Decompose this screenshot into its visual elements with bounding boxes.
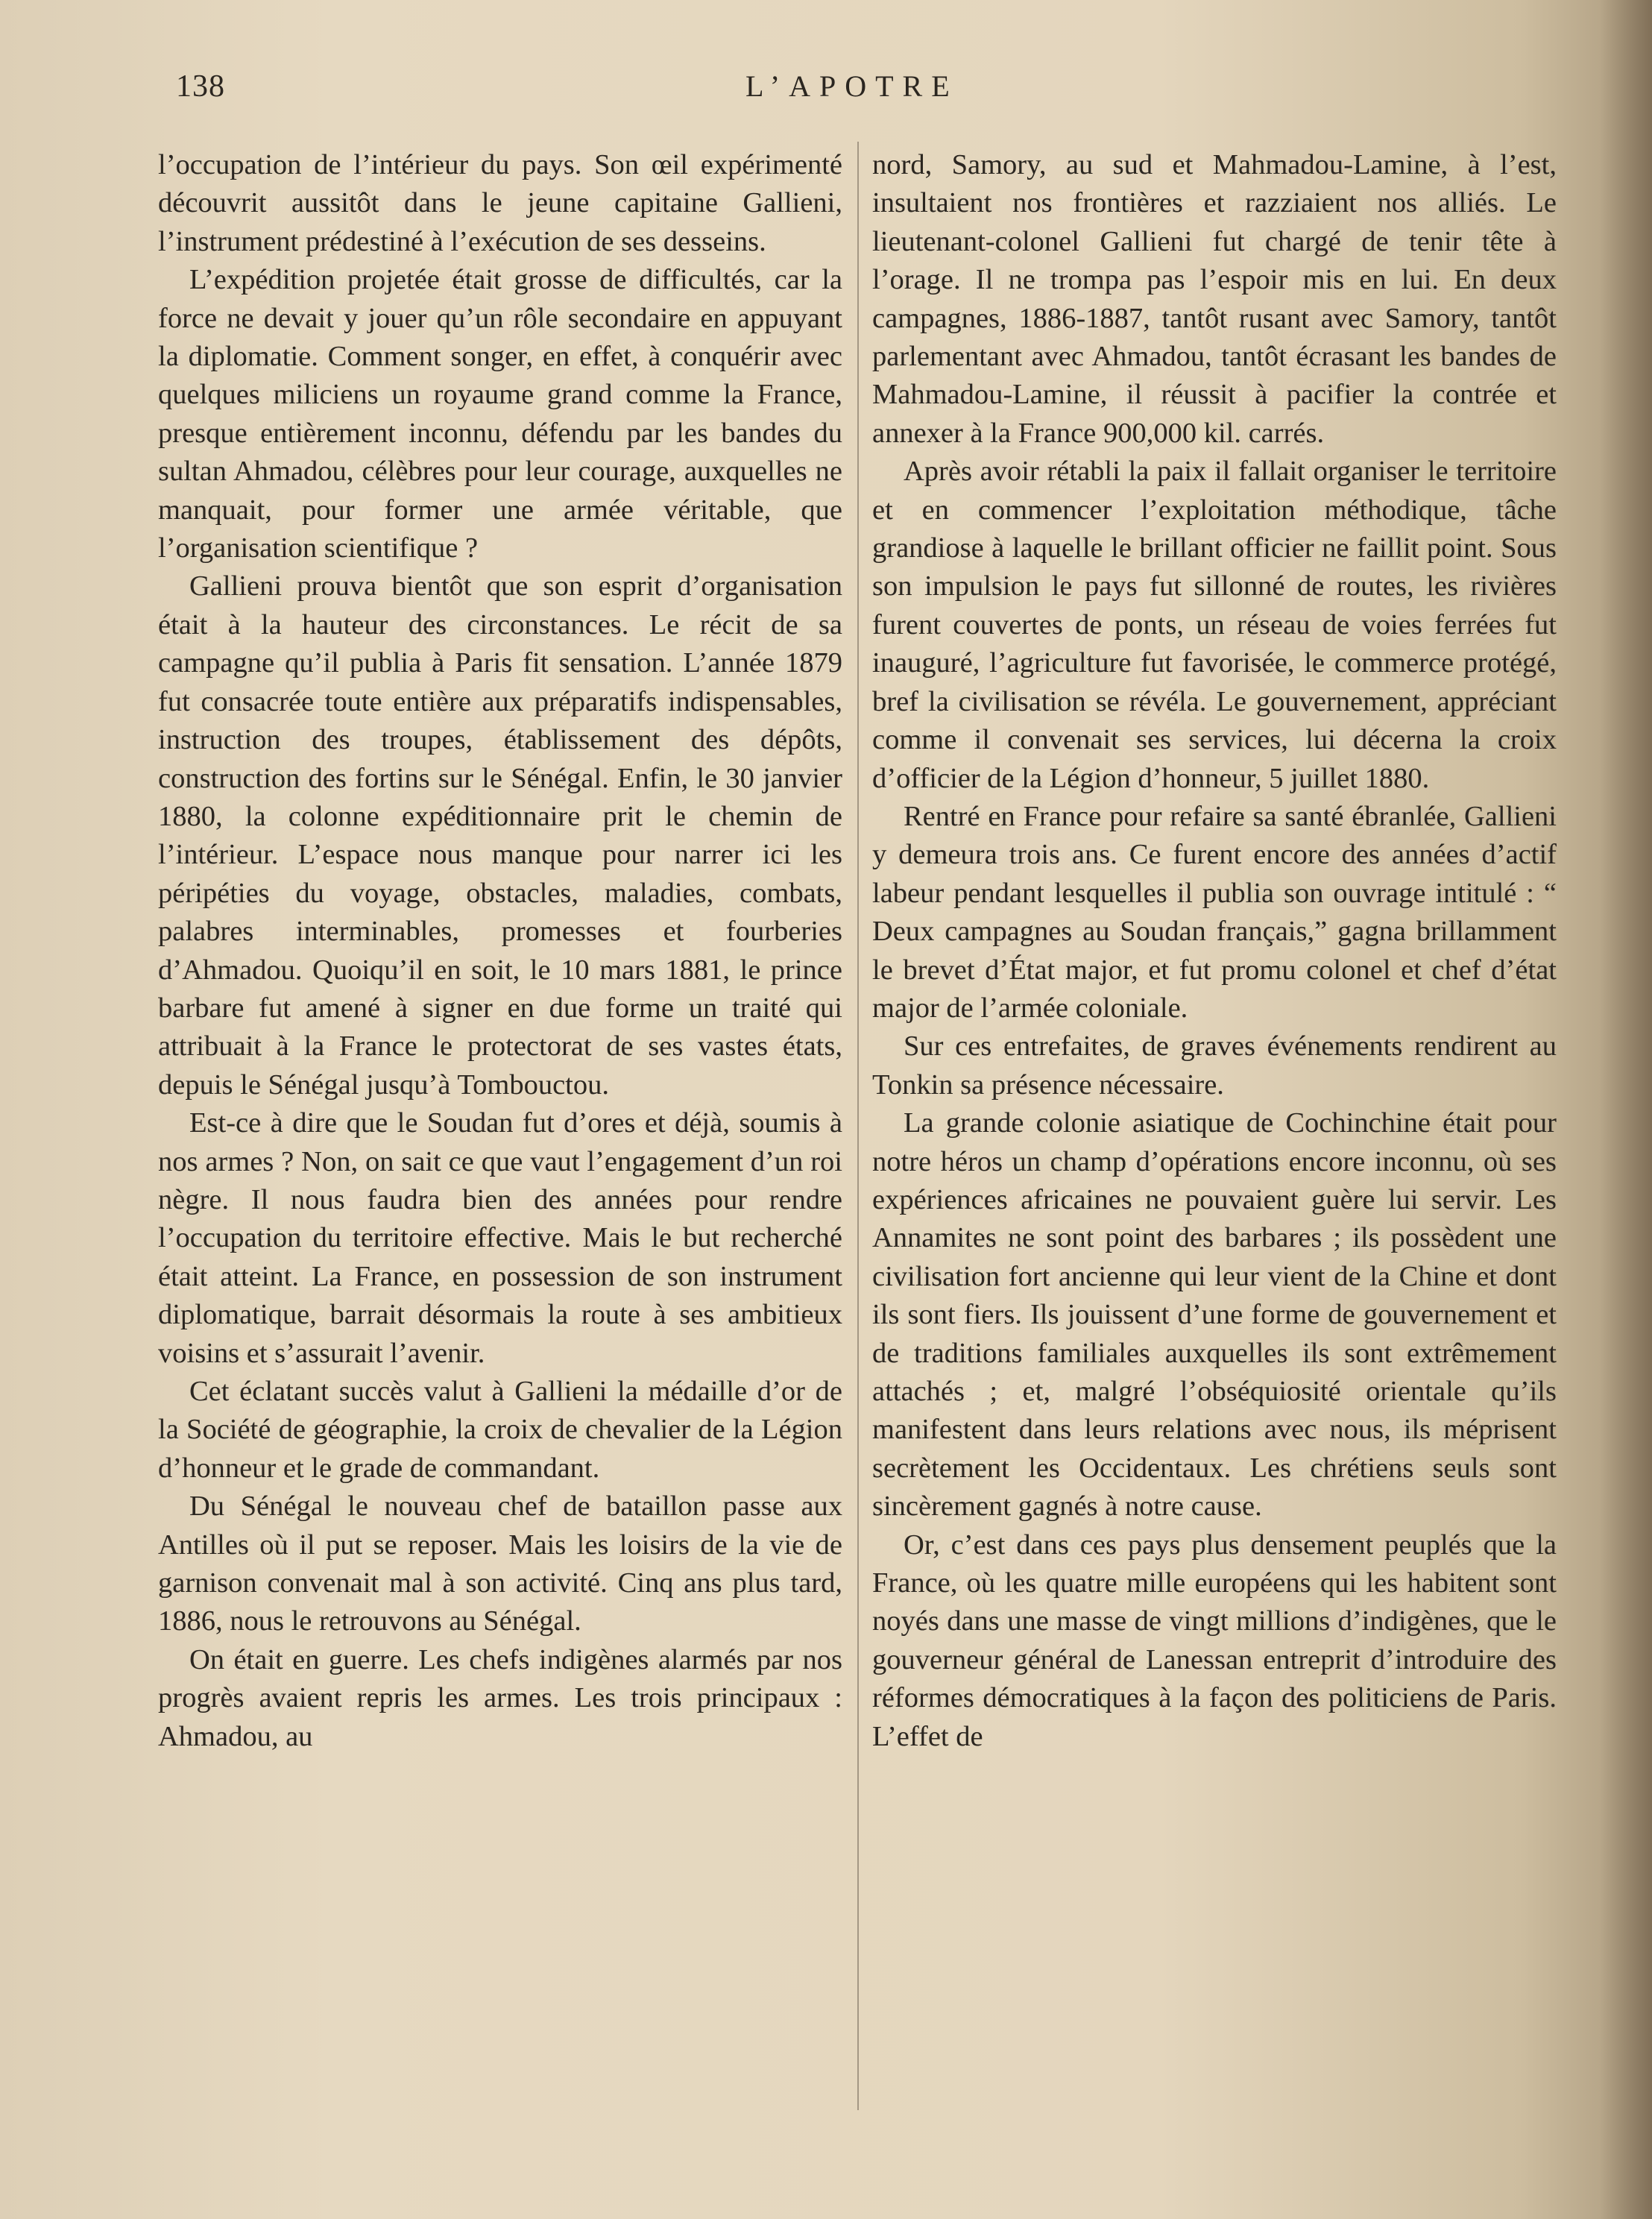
left-column bbox=[158, 146, 842, 1756]
paragraph: L’expédition projetée était grosse de difficultés, car la force ne devait y jouer qu’un rôle secondaire en appuyant la diplomatie. Comment songer, en effet, à conquérir avec quelques miliciens un royaume grand comme la France, presque entièrement inconnu, défendu par les bandes du sultan Ahmadou, célèbres pour leur courage, auxquelles ne manquait, pour former une armée véritable, que l’organisation scientifique ? bbox=[158, 264, 842, 564]
paragraph: Sur ces entrefaites, de graves événements rendirent au Tonkin sa présence nécessaire. bbox=[872, 1030, 1557, 1101]
paragraph: Rentré en France pour refaire sa santé ébranlée, Gallieni y demeura trois ans. Ce furent encore des années d’actif labeur pendant lesquelles il publia son ouvrage intitulé : “ Deux campagnes au Soudan français,” gagna brillamment le brevet d’État major, et fut promu colonel et chef d’état major de l’armée coloniale. bbox=[872, 800, 1557, 1024]
column-divider bbox=[857, 142, 859, 2110]
paragraph: Or, c’est dans ces pays plus densement peuplés que la France, où les quatre mille européens qui les habitent sont noyés dans une masse de vingt millions d’indigènes, que le gouverneur général de Lanessan entreprit d’introduire des réformes démocratiques à la façon des politiciens de Paris. L’effet de bbox=[872, 1529, 1557, 1752]
running-title: L’APOTRE bbox=[745, 69, 959, 103]
paragraph: Cet éclatant succès valut à Gallieni la médaille d’or de la Société de géographie, la croix de chevalier de la Légion d’honneur et le grade de commandant. bbox=[158, 1376, 842, 1484]
page-number: 138 bbox=[176, 69, 225, 104]
paragraph: Gallieni prouva bientôt que son esprit d’organisation était à la hauteur des circonstances. Le récit de sa campagne qu’il publia à Paris fit sensation. L’année 1879 fut consacrée toute entière aux préparatifs indispensables, instruction des troupes, établissement des dépôts, construction des fortins sur le Sénégal. Enfin, le 30 janvier 1880, la colonne expéditionnaire prit le chemin de l’intérieur. L’espace nous manque pour narrer ici les péripéties du voyage, obstacles, maladies, combats, palabres interminables, promesses et fourberies d’Ahmadou. Quoiqu’il en soit, le 10 mars 1881, le prince barbare fut amené à signer en due forme un traité qui attribuait à la France le protectorat de ses vastes états, depuis le Sénégal jusqu’à Tombouctou. bbox=[158, 570, 842, 1101]
right-column bbox=[872, 146, 1557, 1756]
paragraph: Après avoir rétabli la paix il fallait organiser le territoire et en commencer l’exploitation méthodique, tâche grandiose à laquelle le brillant officier ne faillit point. Sous son impulsion le pays fut sillonné de routes, les rivières furent couvertes de ponts, un réseau de voies ferrées fut inauguré, l’agriculture fut favorisée, le commerce protégé, bref la civilisation se révéla. Le gouvernement, appréciant comme il convenait ses services, lui décerna la croix d’officier de la Légion d’honneur, 5 juillet 1880. bbox=[872, 456, 1557, 794]
paragraph: On était en guerre. Les chefs indigènes alarmés par nos progrès avaient repris les armes. Les trois principaux : Ahmadou, au bbox=[158, 1643, 842, 1752]
paragraph: l’occupation de l’intérieur du pays. Son œil expérimenté découvrit aussitôt dans le jeune capitaine Gallieni, l’instrument prédestiné à l’exécution de ses desseins. bbox=[158, 149, 842, 257]
paragraph: Est-ce à dire que le Soudan fut d’ores et déjà, soumis à nos armes ? Non, on sait ce que vaut l’engagement d’un roi nègre. Il nous faudra bien des années pour rendre l’occupation du territoire effective. Mais le but recherché était atteint. La France, en possession de son instrument diplomatique, barrait désormais la route à ses ambitieux voisins et s’assurait l’avenir. bbox=[158, 1107, 842, 1369]
paragraph: Du Sénégal le nouveau chef de bataillon passe aux Antilles où il put se reposer. Mais les loisirs de la vie de garnison convenait mal à son activité. Cinq ans plus tard, 1886, nous le retrouvons au Sénégal. bbox=[158, 1491, 842, 1637]
paragraph: nord, Samory, au sud et Mahmadou-Lamine, à l’est, insultaient nos frontières et razziaient nos alliés. Le lieutenant-colonel Gallieni fut chargé de tenir tête à l’orage. Il ne trompa pas l’espoir mis en lui. En deux campagnes, 1886-1887, tantôt rusant avec Samory, tantôt parlementant avec Ahmadou, tantôt écrasant les bandes de Mahmadou-Lamine, il réussit à pacifier la contrée et annexer à la France 900,000 kil. carrés. bbox=[872, 149, 1557, 449]
paragraph: La grande colonie asiatique de Cochinchine était pour notre héros un champ d’opérations encore inconnu, où ses expériences africaines ne pouvaient guère lui servir. Les Annamites ne sont point des barbares ; ils possèdent une civilisation fort ancienne qui leur vient de la Chine et dont ils sont fiers. Ils jouissent d’une forme de gouvernement et de traditions familiales auxquelles ils sont extrêmement attachés ; et, malgré l’obséquiosité orientale qu’ils manifestent dans leurs relations avec nous, ils méprisent secrètement les Occidentaux. Les chrétiens seuls sont sincèrement gagnés à notre cause. bbox=[872, 1107, 1557, 1523]
